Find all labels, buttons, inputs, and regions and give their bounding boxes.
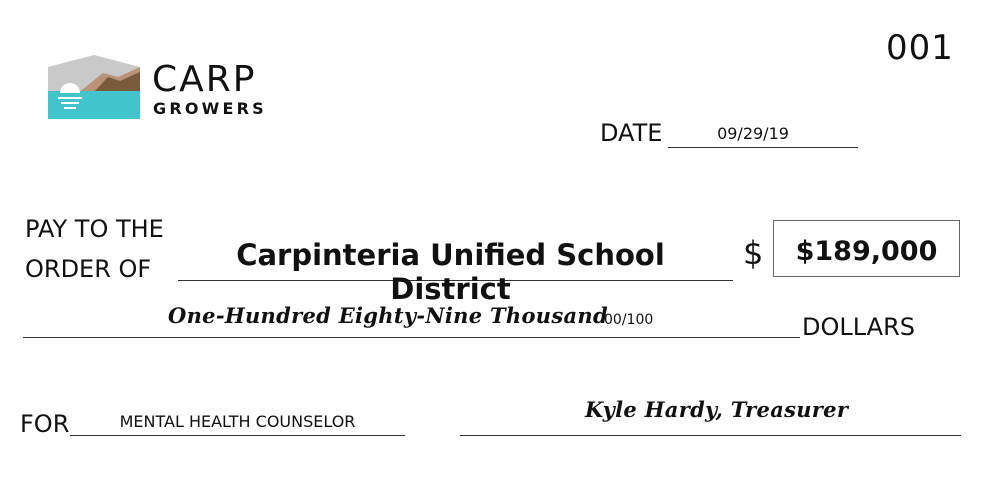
check-number: 001 xyxy=(886,28,954,68)
cents-value: 00/100 xyxy=(604,312,654,328)
pay-to-label-line1: PAY TO THE xyxy=(25,215,164,243)
memo-line xyxy=(70,435,405,436)
payee-name: Carpinteria Unified School District xyxy=(236,238,665,306)
brand-name-line2: GROWERS xyxy=(153,99,267,118)
written-amount-line xyxy=(23,337,800,338)
amount-value: $189,000 xyxy=(795,236,938,267)
signature: Kyle Hardy, Treasurer xyxy=(585,397,849,422)
dollar-sign: $ xyxy=(743,234,764,272)
carp-growers-logo-icon xyxy=(48,55,140,119)
memo-value: MENTAL HEALTH COUNSELOR xyxy=(119,412,356,431)
memo-label: FOR xyxy=(20,410,70,438)
date-line xyxy=(668,147,858,148)
dollars-label: DOLLARS xyxy=(802,313,915,341)
pay-to-label-line2: ORDER OF xyxy=(25,255,152,283)
date-label: DATE xyxy=(600,119,663,147)
brand-name-line1: CARP xyxy=(152,59,257,100)
date-value: 09/29/19 xyxy=(717,124,789,143)
signature-line xyxy=(460,435,961,436)
written-amount: One-Hundred Eighty-Nine Thousand xyxy=(168,303,608,328)
